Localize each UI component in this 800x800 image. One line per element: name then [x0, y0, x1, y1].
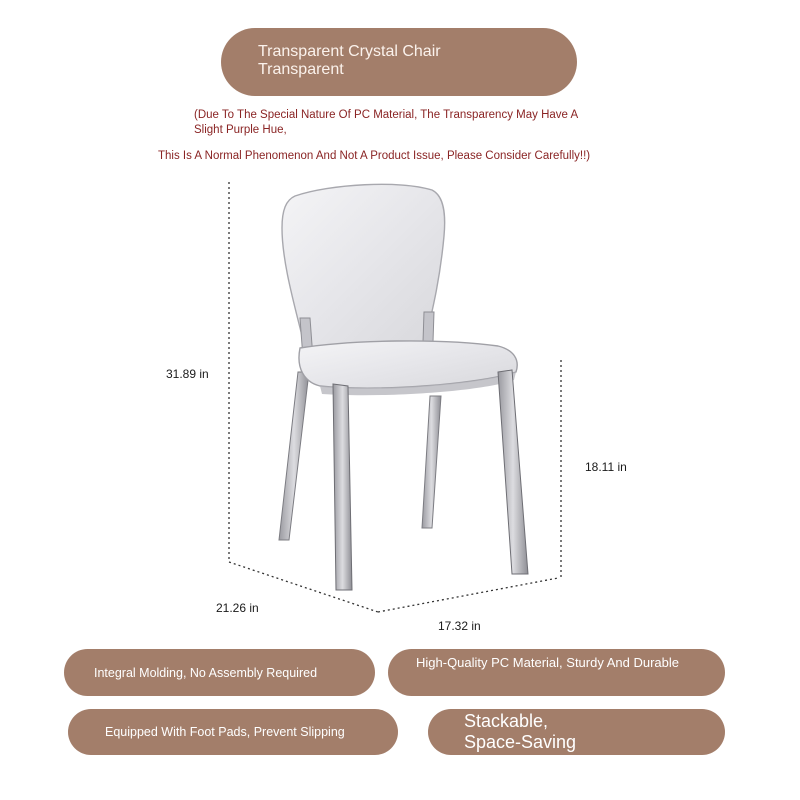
seat-height-label: 18.11 in	[585, 460, 627, 474]
width-dimension-line	[378, 578, 558, 612]
product-subtitle: Transparent	[258, 61, 344, 78]
depth-label: 21.26 in	[216, 601, 259, 615]
feature-foot-pads: Equipped With Foot Pads, Prevent Slipping	[105, 725, 345, 739]
feature-pill-material	[388, 649, 725, 696]
notice-line-3: This Is A Normal Phenomenon And Not A Product Issue, Please Consider Carefully!!)	[158, 150, 591, 162]
notice-line-2: Slight Purple Hue,	[194, 124, 287, 136]
feature-stackable-line1: Stackable,	[464, 711, 549, 731]
feature-pill-integral-molding	[64, 649, 375, 696]
width-label: 17.32 in	[438, 619, 481, 633]
feature-integral-molding: Integral Molding, No Assembly Required	[94, 666, 318, 680]
feature-pill-foot-pads	[68, 709, 398, 755]
chair-back-legs	[279, 372, 441, 540]
height-label: 31.89 in	[166, 367, 209, 381]
feature-stackable-line2: Space-Saving	[464, 732, 577, 752]
feature-material: High-Quality PC Material, Sturdy And Durable	[416, 655, 680, 670]
product-title: Transparent Crystal Chair	[258, 43, 441, 60]
notice-line-1: (Due To The Special Nature Of PC Material, The Transparency May Have A	[194, 109, 579, 121]
feature-pill-stackable	[428, 709, 725, 755]
